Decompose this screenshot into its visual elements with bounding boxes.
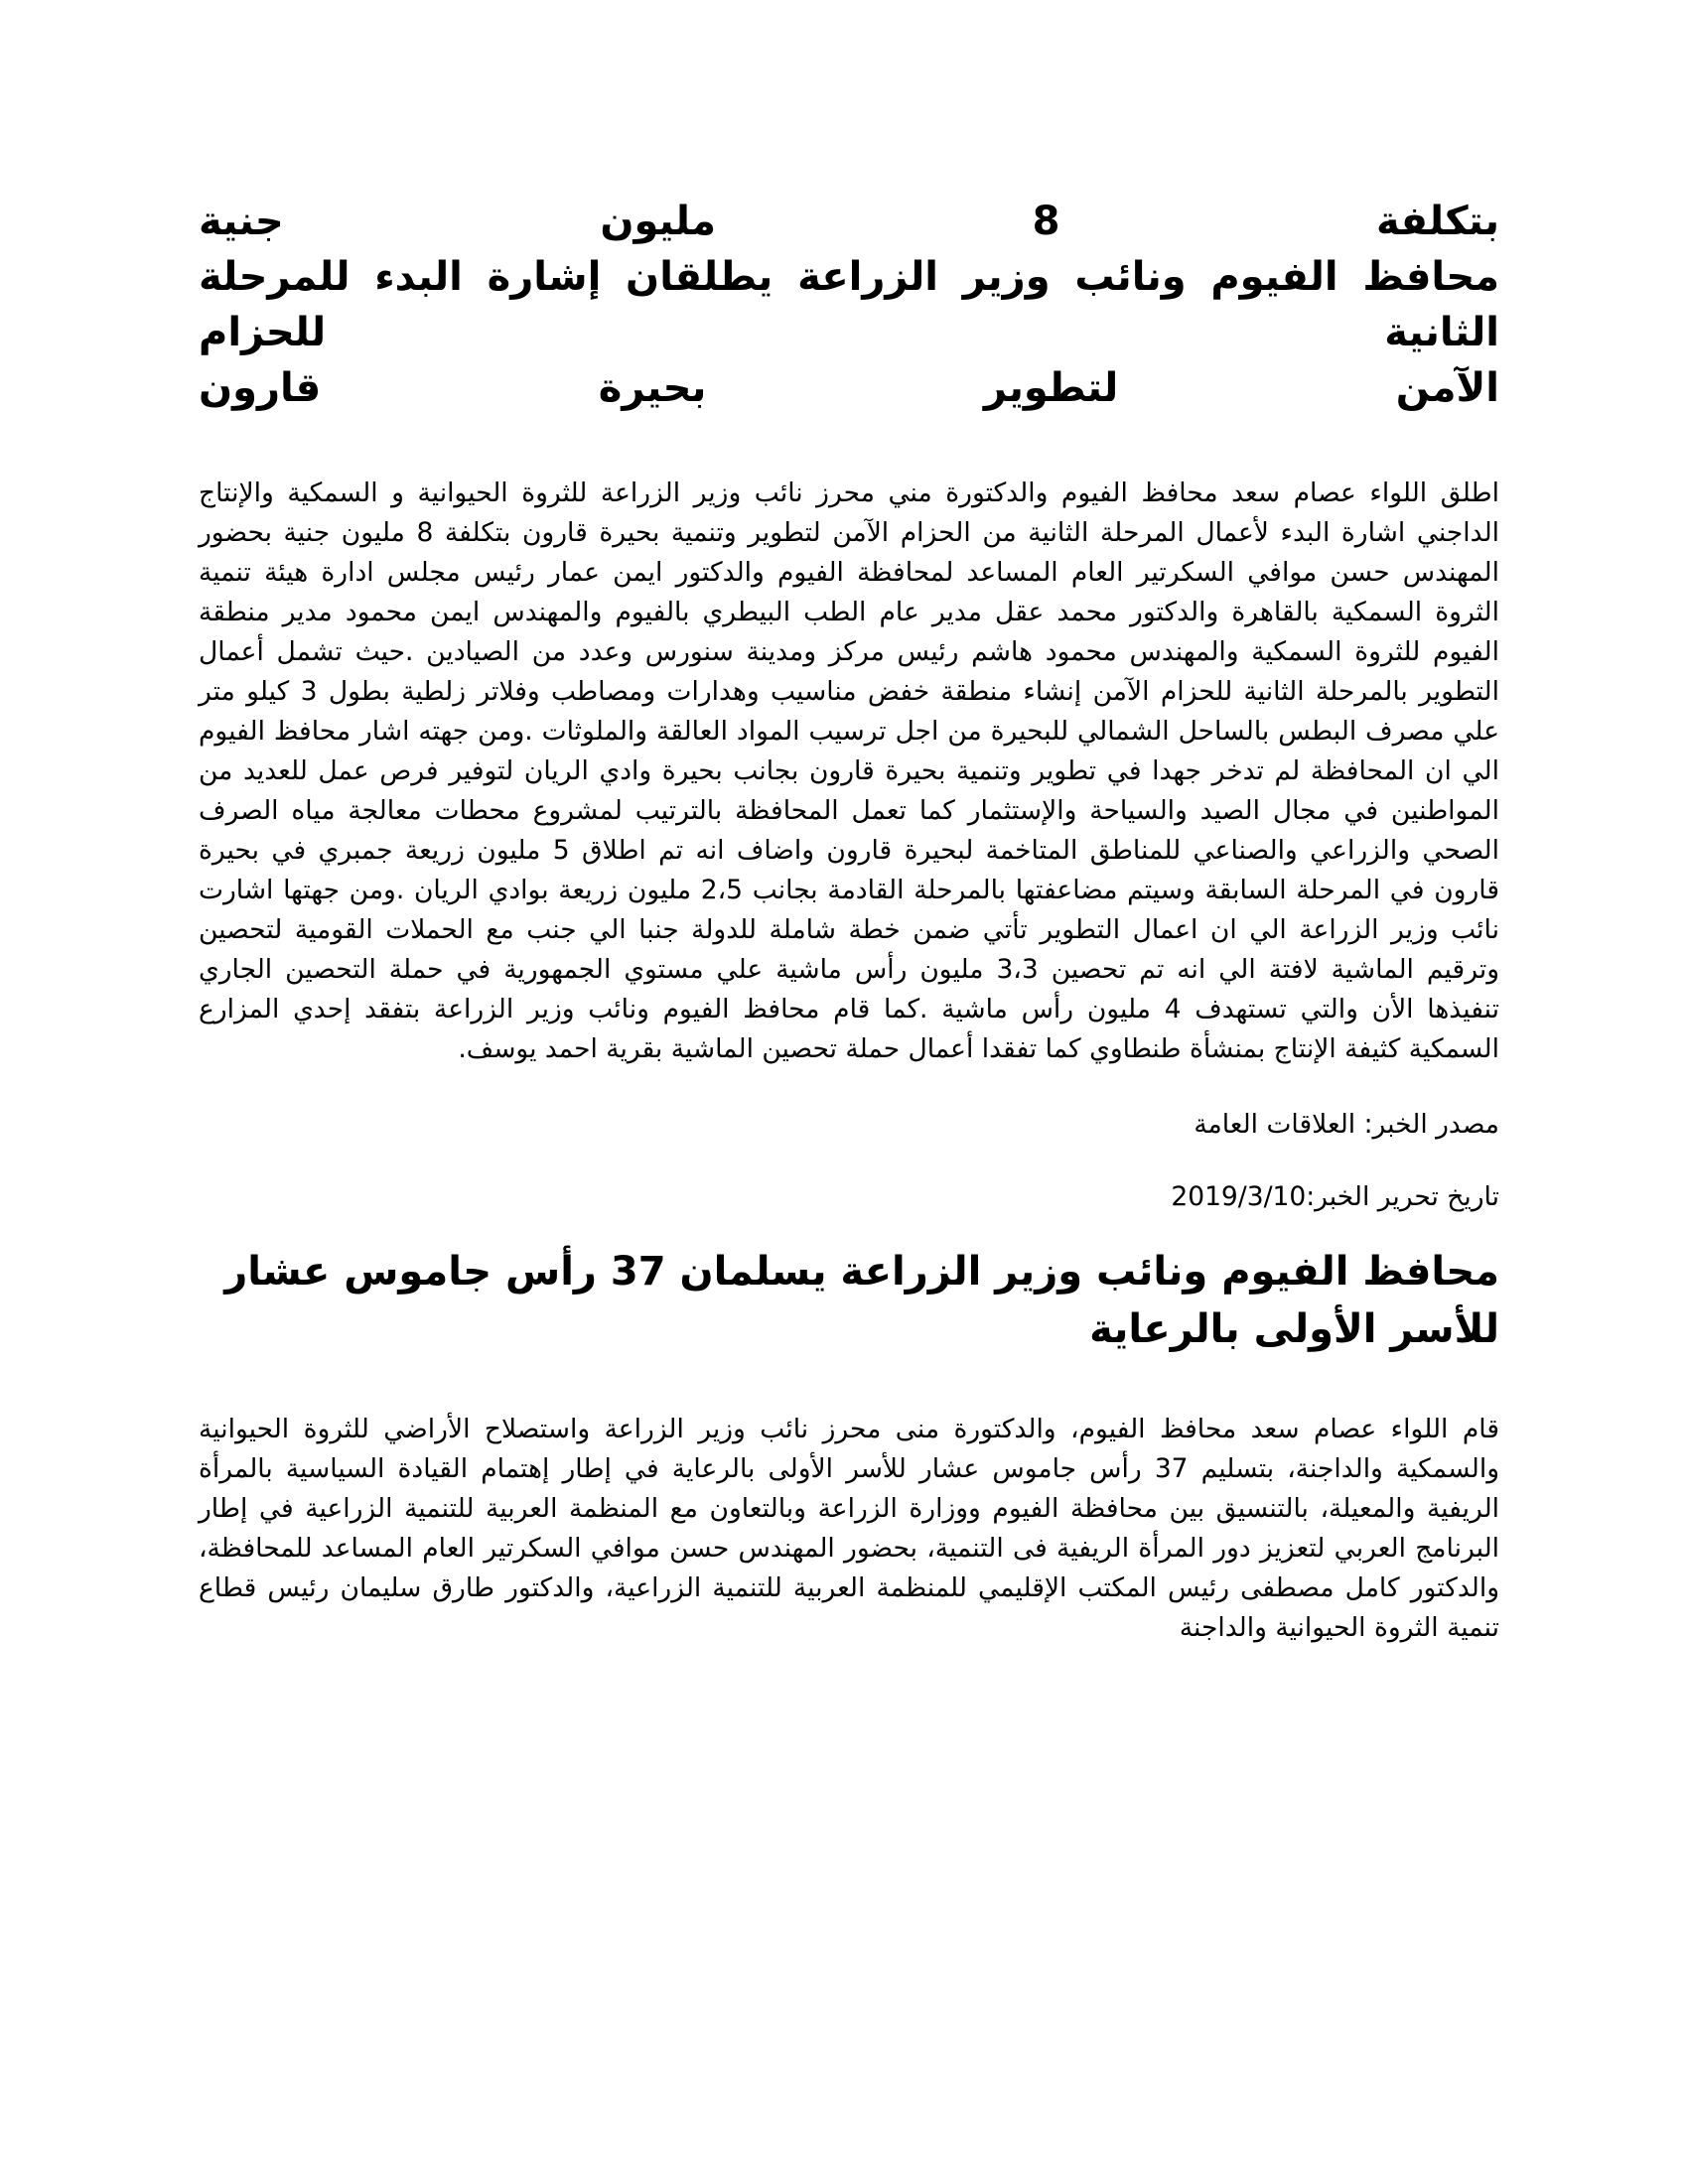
document-page: [199, 194, 1499, 1648]
article1-date: تاريخ تحرير الخبر:2019/3/10: [1171, 1181, 1499, 1212]
article2-body: قام اللواء عصام سعد محافظ الفيوم، والدكتورة منى محرز نائب وزير الزراعة واستصلاح الأراضي للثروة الحيوانية والسمكية والداجنة، بتسليم 37 رأس جاموس عشار للأسر الأولى بالرعاية في إطار إهتمام القيادة السياسية بالمرأة الريفية والمعيلة، بالتنسيق بين محافظة الفيوم ووزارة الزراعة وبالتعاون مع المنظمة العربية للتنمية الزراعية في إطار البرنامج العربي لتعزيز دور المرأة الريفية فى التنمية، بحضور المهندس حسن موافي السكرتير العام المساعد للمحافظة، والدكتور كامل مصطفى رئيس المكتب الإقليمي للمنظمة العربية للتنمية الزراعية، والدكتور طارق سليمان رئيس قطاع تنمية الثروة الحيوانية والداجنة: [199, 1414, 1500, 1643]
article1-headline-line: الآمن لتطوير بحيرة قارون: [199, 365, 1499, 411]
article1-body: اطلق اللواء عصام سعد محافظ الفيوم والدكتورة مني محرز نائب وزير الزراعة للثروة الحيوانية و السمكية والإنتاج الداجني اشارة البدء لأعمال المرحلة الثانية من الحزام الآمن لتطوير وتنمية بحيرة قارون بتكلفة 8 مليون جنية بحضور المهندس حسن موافي السكرتير العام المساعد لمحافظة الفيوم والدكتور ايمن عمار رئيس مجلس ادارة هيئة تنمية الثروة السمكية بالقاهرة والدكتور محمد عقل مدير عام الطب البيطري بالفيوم والمهندس ايمن محمود مدير منطقة الفيوم للثروة السمكية والمهندس محمود هاشم رئيس مركز ومدينة سنورس وعدد من الصيادين .حيث تشمل أعمال التطوير بالمرحلة الثانية للحزام الآمن إنشاء منطقة خفض مناسيب وهدارات ومصاطب وفلاتر زلطية بطول 3 كيلو متر علي مصرف البطس بالساحل الشمالي للبحيرة من اجل ترسيب المواد العالقة والملوثات .ومن جهته اشار محافظ الفيوم الي ان المحافظة لم تدخر جهدا في تطوير وتنمية بحيرة قارون بجانب بحيرة وادي الريان لتوفير فرص عمل للعديد من المواطنين في مجال الصيد والسياحة والإستثمار كما تعمل المحافظة بالترتيب لمشروع محطات معالجة مياه الصرف الصحي والزراعي والصناعي للمناطق المتاخمة لبحيرة قارون واضاف انه تم اطلاق 5 مليون زريعة جمبري في بحيرة قارون في المرحلة السابقة وسيتم مضاعفتها بالمرحلة القادمة بجانب 2،5 مليون زريعة بوادي الريان .ومن جهتها اشارت نائب وزير الزراعة الي ان اعمال التطوير تأتي ضمن خطة شاملة للدولة جنبا الي جنب مع الحملات القومية لتحصين وترقيم الماشية لافتة الي انه تم تحصين 3،3 مليون رأس ماشية علي مستوي الجمهورية في حملة التحصين الجاري تنفيذها الأن والتي تستهدف 4 مليون رأس ماشية .كما قام محافظ الفيوم ونائب وزير الزراعة بتفقد إحدي المزارع السمكية كثيفة الإنتاج بمنشأة طنطاوي كما تفقدا أعمال حملة تحصين الماشية بقرية احمد يوسف.: [199, 478, 1500, 1064]
article1-headline: [199, 194, 1499, 416]
article1-headline-line: بتكلفة 8 مليون جنية: [199, 199, 1499, 244]
article1-headline-line: محافظ الفيوم ونائب وزير الزراعة يطلقان إشارة البدء للمرحلة الثانية للحزام: [199, 254, 1499, 355]
article1-source: مصدر الخبر: العلاقات العامة: [1194, 1109, 1499, 1140]
article2-headline: محافظ الفيوم ونائب وزير الزراعة يسلمان 37 رأس جاموس عشار للأسر الأولى بالرعاية: [224, 1249, 1499, 1352]
